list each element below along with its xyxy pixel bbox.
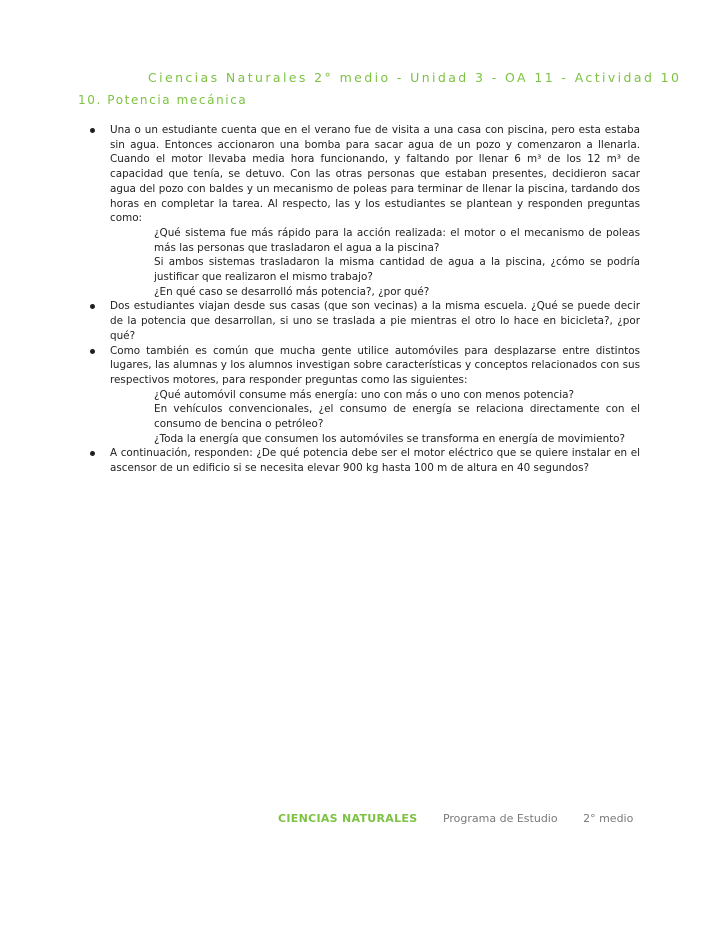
question-item: ¿Qué automóvil consume más energía: uno con más o uno con menos potencia? (154, 388, 574, 401)
section-title: 10. Potencia mecánica (78, 93, 248, 107)
paragraph: Una o un estudiante cuenta que en el verano fue de visita a una casa con piscina, pero esta estaba sin agua. Entonces accionaron una bomba para sacar agua de un pozo y comenzaron a llenarla. Cuando el motor llevaba media hora funcionando, y faltando por llenar 6 m³ de los 12 m³ de capacidad que tenía, se detuvo. Con las otras personas que estaban presentes, decidieron sacar agua del pozo con baldes y un mecanismo de poleas para terminar de llenar la piscina, tardando dos horas en completar la tarea. Al respecto, las y los estudiantes se plantean y responden preguntas como: (110, 124, 640, 225)
bullet-icon (90, 128, 95, 133)
page-footer (278, 812, 633, 825)
bullet-icon (90, 304, 95, 309)
paragraph: Como también es común que mucha gente utilice automóviles para desplazarse entre distintos lugares, las alumnas y los alumnos investigan sobre características y conceptos relacionados con sus respectivos motores, para responder preguntas como las siguientes: (110, 344, 640, 386)
paragraph: Dos estudiantes viajan desde sus casas (que son vecinas) a la misma escuela. ¿Qué se puede decir de la potencia que desarrollan, si uno se traslada a pie mientras el otro lo hace en bicicleta?, ¿por qué? (110, 300, 640, 342)
question-item: En vehículos convencionales, ¿el consumo de energía se relaciona directamente con el consumo de bencina o petróleo? (154, 403, 640, 431)
list-item (90, 299, 640, 343)
list-item (90, 123, 640, 299)
paragraph: A continuación, responden: ¿De qué potencia debe ser el motor eléctrico que se quiere instalar en el ascensor de un edificio si se necesita elevar 900 kg hasta 100 m de altura en 40 segundos? (110, 447, 640, 475)
question-item: ¿Toda la energía que consumen los automóviles se transforma en energía de movimiento? (154, 432, 626, 445)
question-item: ¿Qué sistema fue más rápido para la acción realizada: el motor o el mecanismo de poleas más las personas que trasladaron el agua a la piscina? (154, 226, 640, 254)
footer-grade: 2° medio (583, 812, 634, 825)
bullet-icon (90, 349, 95, 354)
question-list (110, 226, 640, 300)
page-header: Ciencias Naturales 2° medio - Unidad 3 - OA 11 - Actividad 10 (148, 70, 682, 85)
bullet-icon (90, 451, 95, 456)
question-item: ¿En qué caso se desarrolló más potencia?, ¿por qué? (154, 285, 430, 298)
question-item: Si ambos sistemas trasladaron la misma cantidad de agua a la piscina, ¿cómo se podría justificar que realizaron el mismo trabajo? (154, 256, 640, 284)
footer-program: Programa de Estudio (442, 812, 558, 825)
activity-content (90, 123, 640, 476)
list-item (90, 344, 640, 447)
question-list (110, 388, 640, 447)
list-item (90, 446, 640, 475)
footer-subject: CIENCIAS NATURALES (278, 812, 418, 825)
